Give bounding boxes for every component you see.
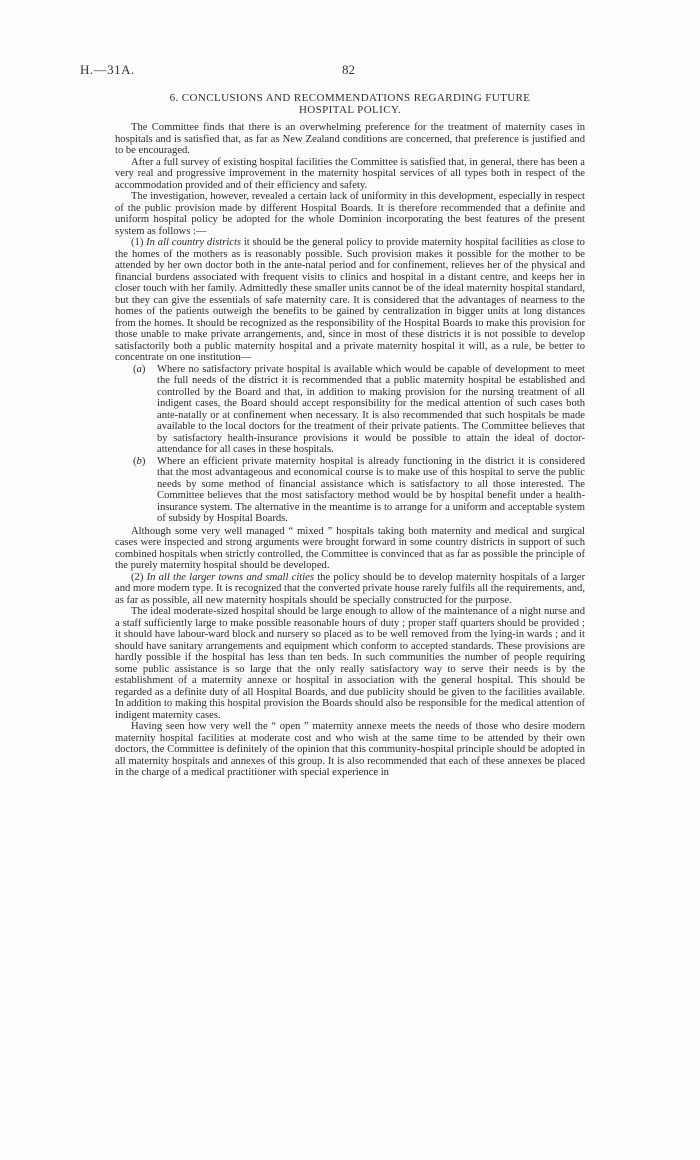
item-2-label: (2) bbox=[131, 571, 144, 583]
paragraph-2: After a full survey of existing hospital facilities the Committee is satisfied that, in general, there has been a very real and progressive improvement in the maternity hospital services of all types both in respect of the accommodation provided and of their efficiency and safety. bbox=[115, 156, 585, 191]
sub-item-a-text: Where no satisfactory private hospital is available which would be capable of development to meet the full needs of the district it is recommended that a public maternity hospital be established and controlled by the Board and that, in addition to making provision for the nursing treatment of all indigent cases, the Board should accept responsibility for the medical attention of such cases both ante-natally or at confinement when necessary. It is also recommended that such hospitals be made available to the local doctors for the treatment of their private patients. The Committee believes that by satisfactory health-insurance provisions it would be possible to attain the ideal of doctor-attendance for all cases in these hospitals. bbox=[157, 363, 585, 455]
sub-item-b-label: (b) bbox=[133, 455, 146, 467]
section-heading-line-1: 6. CONCLUSIONS AND RECOMMENDATIONS REGARDING FUTURE bbox=[169, 92, 531, 104]
paragraph-larger-towns bbox=[115, 572, 585, 607]
paragraph-1: The Committee finds that there is an overwhelming preference for the treatment of maternity cases in hospitals and is satisfied that, as far as New Zealand conditions are concerned, that preference is justified and to be encouraged. bbox=[115, 122, 585, 156]
sub-item-b bbox=[115, 456, 585, 525]
page-body bbox=[115, 92, 585, 779]
item-1-label: (1) bbox=[131, 237, 144, 248]
sub-item-b-text: Where an efficient private maternity hospital is already functioning in the district it is considered that the most advantageous and economical course is to make use of this hospital to serve the public needs by some method of financial assistance which is satisfactory to all those interested. The Committee believes that the most satisfactory method would be by hospital benefit under a health-insurance system. The alternative in the meantime is to arrange for a uniform and acceptable system of subsidy by Hospital Boards. bbox=[157, 455, 585, 524]
sub-item-a-label: (a) bbox=[133, 363, 146, 375]
page-number: 82 bbox=[342, 62, 355, 77]
item-1-text: it should be the general policy to provide maternity hospital facilities as close to the homes of the mothers as is reasonably possible. Such provision makes it possible for the mother to be attended by her own doctor both in the ante-natal period and for confinement, relieves her of the physical and financial burdens associated with frequent visits to clinics and hospital in a distant centre, and keeps her in closer touch with her family. Admittedly these smaller units cannot be of the ideal maternity hospital standard, but they can give the essentials of safe maternity care. It is considered that the advantages of nearness to the homes of the patients outweigh the benefits to be gained by centralization in bigger units at long distances from the homes. It should be recognized as the responsibility of the Hospital Boards to make this provision for those unable to make private arrangements, and, since in most of these districts it is not possible to develop satisfactorily both a public maternity hospital and a private maternity hospital it will, as a rule, be better to concentrate on one institution— bbox=[115, 237, 585, 363]
sub-item-b-letter: b bbox=[136, 455, 142, 467]
item-1-emphasis: In all country districts bbox=[146, 237, 242, 248]
page-header bbox=[80, 64, 620, 78]
paragraph-mixed-hospitals: Although some very well managed “ mixed ” hospitals taking both maternity and medical and surgical cases were inspected and strong arguments were brought forward in some country districts in support of such combined hospitals when strictly controlled, the Committee is convinced that as far as possible the principle of the purely maternity hospital should be developed. bbox=[115, 525, 585, 571]
item-2-text: the policy should be to develop maternity hospitals of a larger and more modern type. It is recognized that the converted private house rarely fulfils all the requirements, and, as far as possible, all new maternity hospitals should be specially constructed for the purpose. bbox=[115, 571, 586, 606]
sub-item-a-letter: a bbox=[136, 363, 142, 375]
item-2-emphasis: In all the larger towns and small cities bbox=[146, 571, 314, 583]
sub-item-a bbox=[115, 364, 585, 456]
document-reference: H.—31A. bbox=[80, 62, 135, 77]
sub-items-list bbox=[115, 364, 585, 525]
paragraph-open-annexe: Having seen how very well the “ open ” maternity annexe meets the needs of those who desire modern maternity hospital facilities at moderate cost and who wish at the same time to be attended by their own doctors, the Committee is definitely of the opinion that this community-hospital principle should be adopted in all maternity hospitals and annexes of this group. It is also recommended that each of these annexes be placed in the charge of a medical practitioner with special experience in bbox=[115, 721, 585, 778]
paragraph-country-districts bbox=[115, 237, 585, 364]
paragraph-3: The investigation, however, revealed a certain lack of uniformity in this development, especially in respect of the public provision made by different Hospital Boards. It is therefore recommended that a definite and uniform hospital policy be adopted for the whole Dominion incorporating the best features of the present system as follows :— bbox=[115, 191, 585, 237]
paragraph-ideal-hospital: The ideal moderate-sized hospital should be large enough to allow of the maintenance of a night nurse and a staff sufficiently large to make possible reasonable hours of duty ; proper staff quarters should be provided ; it should have labour-ward block and nursery so placed as to be well removed from the lying-in wards ; and it should have sanitary arrangements and equipment which conform to accepted standards. These provisions are hardly possible if the hospital has less than ten beds. In such communities the number of people requiring some public assistance is so large that the only really satisfactory way to serve their needs is by the establishment of a maternity annexe or hospital in association with the general hospital. This should be regarded as a definite duty of all Hospital Boards, and due publicity should be given to the facilities available. In addition to making this hospital provision the Boards should also be responsible for the medical attention of indigent maternity cases. bbox=[115, 606, 585, 721]
section-heading bbox=[115, 92, 585, 116]
section-heading-line-2: HOSPITAL POLICY. bbox=[298, 104, 402, 116]
